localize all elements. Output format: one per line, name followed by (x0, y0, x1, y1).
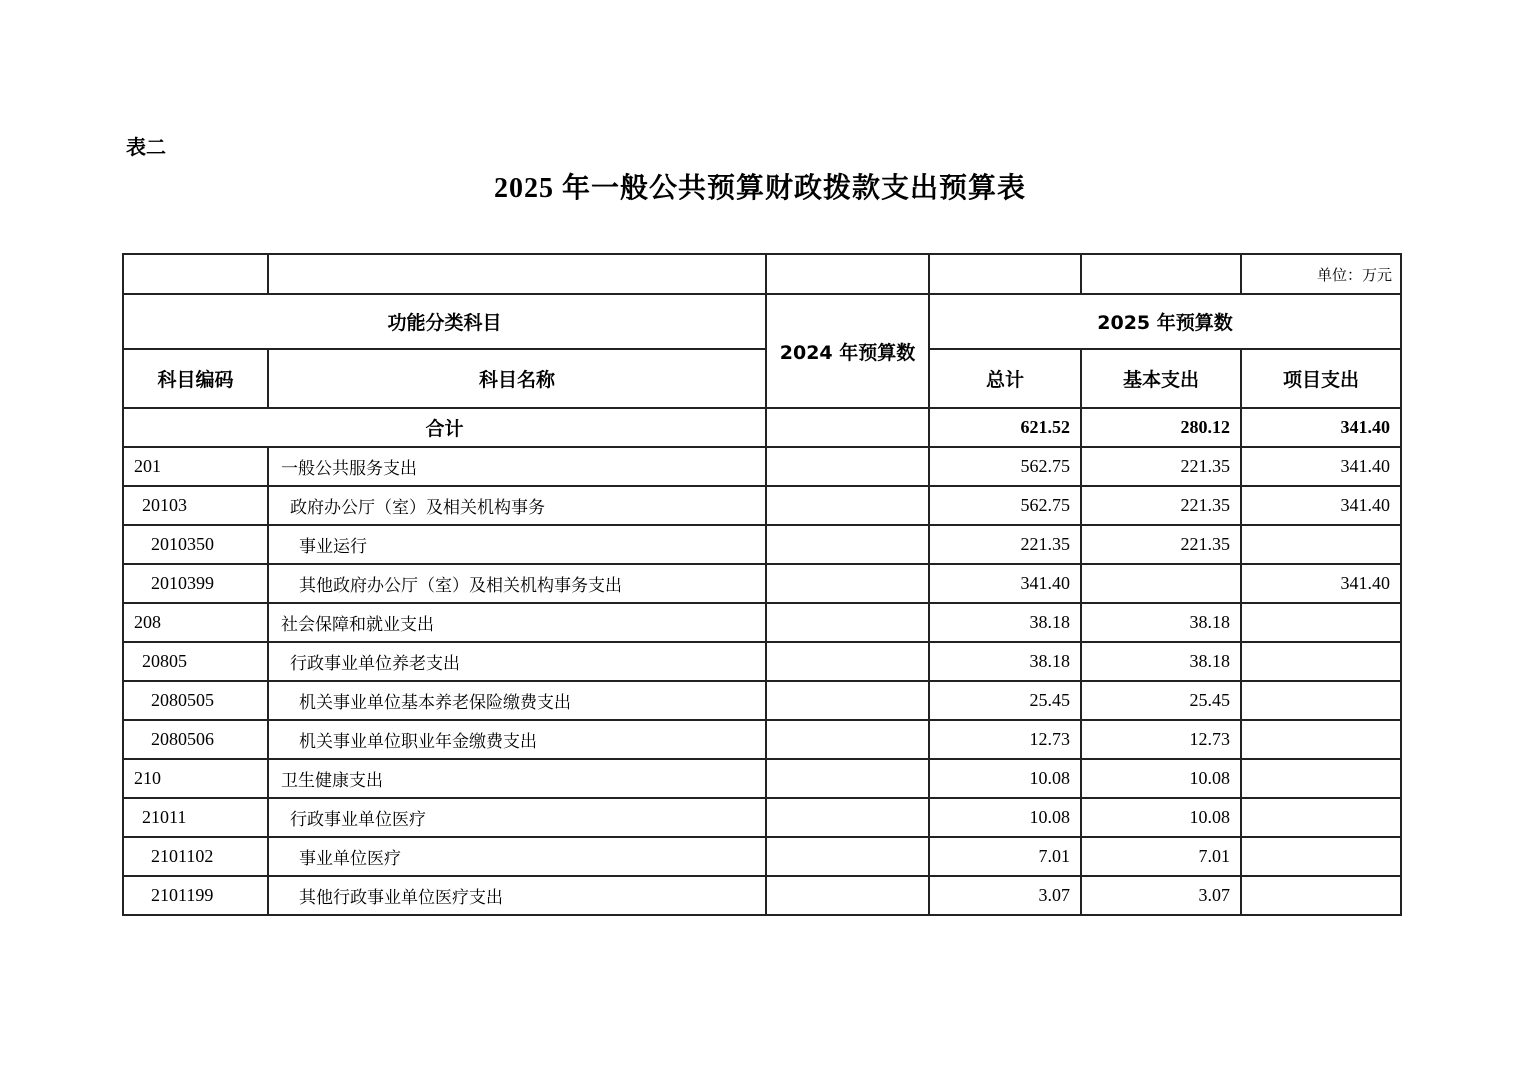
empty-cell (929, 254, 1081, 294)
table-row (123, 642, 1401, 681)
cell-subject-code: 2101102 (123, 837, 268, 876)
budget-table (122, 253, 1402, 916)
cell-budget-2024 (766, 642, 929, 681)
cell-subject-code: 2010350 (123, 525, 268, 564)
cell-budget-2024 (766, 525, 929, 564)
cell-budget-2024 (766, 876, 929, 915)
doc-label: 表二 (126, 135, 166, 159)
cell-basic-expenditure: 280.12 (1081, 408, 1241, 447)
unit-note: 单位：万元 (1241, 254, 1401, 294)
cell-subject-name: 其他行政事业单位医疗支出 (268, 876, 766, 915)
cell-subject-name: 机关事业单位基本养老保险缴费支出 (268, 681, 766, 720)
cell-subject-code: 2010399 (123, 564, 268, 603)
cell-subject-name: 一般公共服务支出 (268, 447, 766, 486)
cell-subject-name: 机关事业单位职业年金缴费支出 (268, 720, 766, 759)
empty-cell (766, 254, 929, 294)
cell-total: 621.52 (929, 408, 1081, 447)
cell-total: 7.01 (929, 837, 1081, 876)
header-basic-expenditure: 基本支出 (1081, 349, 1241, 408)
header-row-groups (123, 294, 1401, 349)
table-row (123, 447, 1401, 486)
budget-table-head (123, 254, 1401, 408)
cell-subject-code: 208 (123, 603, 268, 642)
cell-project-expenditure (1241, 642, 1401, 681)
cell-total: 3.07 (929, 876, 1081, 915)
cell-budget-2024 (766, 603, 929, 642)
cell-row-label: 合计 (123, 408, 766, 447)
header-subject-name: 科目名称 (268, 349, 766, 408)
empty-cell (123, 254, 268, 294)
table-row (123, 759, 1401, 798)
cell-budget-2024 (766, 759, 929, 798)
table-row (123, 564, 1401, 603)
cell-project-expenditure (1241, 798, 1401, 837)
cell-subject-name: 事业单位医疗 (268, 837, 766, 876)
cell-subject-name: 行政事业单位养老支出 (268, 642, 766, 681)
cell-subject-name: 政府办公厅（室）及相关机构事务 (268, 486, 766, 525)
cell-project-expenditure (1241, 525, 1401, 564)
cell-basic-expenditure: 3.07 (1081, 876, 1241, 915)
cell-basic-expenditure: 221.35 (1081, 525, 1241, 564)
cell-budget-2024 (766, 798, 929, 837)
cell-project-expenditure: 341.40 (1241, 564, 1401, 603)
cell-basic-expenditure: 25.45 (1081, 681, 1241, 720)
cell-total: 562.75 (929, 486, 1081, 525)
cell-subject-name: 社会保障和就业支出 (268, 603, 766, 642)
cell-project-expenditure (1241, 876, 1401, 915)
table-row (123, 681, 1401, 720)
cell-subject-code: 20103 (123, 486, 268, 525)
cell-basic-expenditure: 38.18 (1081, 603, 1241, 642)
cell-total: 10.08 (929, 759, 1081, 798)
table-row (123, 798, 1401, 837)
cell-project-expenditure (1241, 720, 1401, 759)
cell-total: 221.35 (929, 525, 1081, 564)
cell-basic-expenditure (1081, 564, 1241, 603)
cell-budget-2024 (766, 837, 929, 876)
header-2025-budget: 2025 年预算数 (929, 294, 1401, 349)
table-row (123, 876, 1401, 915)
cell-budget-2024 (766, 681, 929, 720)
header-project-expenditure: 项目支出 (1241, 349, 1401, 408)
cell-basic-expenditure: 221.35 (1081, 447, 1241, 486)
cell-basic-expenditure: 221.35 (1081, 486, 1241, 525)
cell-subject-name: 其他政府办公厅（室）及相关机构事务支出 (268, 564, 766, 603)
cell-project-expenditure: 341.40 (1241, 486, 1401, 525)
cell-subject-code: 201 (123, 447, 268, 486)
header-2024-budget: 2024 年预算数 (766, 294, 929, 408)
header-row-columns (123, 349, 1401, 408)
cell-total: 562.75 (929, 447, 1081, 486)
cell-project-expenditure (1241, 837, 1401, 876)
cell-subject-name: 行政事业单位医疗 (268, 798, 766, 837)
page-title: 2025 年一般公共预算财政拨款支出预算表 (493, 173, 1026, 204)
table-row (123, 408, 1401, 447)
table-row (123, 720, 1401, 759)
cell-subject-name: 卫生健康支出 (268, 759, 766, 798)
cell-total: 38.18 (929, 603, 1081, 642)
cell-total: 25.45 (929, 681, 1081, 720)
cell-subject-code: 2080506 (123, 720, 268, 759)
cell-subject-code: 210 (123, 759, 268, 798)
header-total: 总计 (929, 349, 1081, 408)
cell-project-expenditure: 341.40 (1241, 447, 1401, 486)
header-subject-code: 科目编码 (123, 349, 268, 408)
cell-total: 10.08 (929, 798, 1081, 837)
table-row (123, 837, 1401, 876)
unit-row (123, 254, 1401, 294)
budget-table-body (123, 408, 1401, 915)
cell-project-expenditure (1241, 603, 1401, 642)
cell-budget-2024 (766, 564, 929, 603)
cell-basic-expenditure: 7.01 (1081, 837, 1241, 876)
table-row (123, 525, 1401, 564)
cell-basic-expenditure: 10.08 (1081, 759, 1241, 798)
cell-total: 341.40 (929, 564, 1081, 603)
cell-basic-expenditure: 10.08 (1081, 798, 1241, 837)
empty-cell (1081, 254, 1241, 294)
cell-subject-code: 2101199 (123, 876, 268, 915)
empty-cell (268, 254, 766, 294)
cell-subject-code: 2080505 (123, 681, 268, 720)
cell-project-expenditure (1241, 681, 1401, 720)
cell-project-expenditure (1241, 759, 1401, 798)
header-functional-category: 功能分类科目 (123, 294, 766, 349)
cell-total: 38.18 (929, 642, 1081, 681)
cell-total: 12.73 (929, 720, 1081, 759)
cell-project-expenditure: 341.40 (1241, 408, 1401, 447)
table-row (123, 486, 1401, 525)
cell-basic-expenditure: 12.73 (1081, 720, 1241, 759)
cell-subject-name: 事业运行 (268, 525, 766, 564)
cell-subject-code: 21011 (123, 798, 268, 837)
cell-basic-expenditure: 38.18 (1081, 642, 1241, 681)
cell-subject-code: 20805 (123, 642, 268, 681)
table-row (123, 603, 1401, 642)
cell-budget-2024 (766, 408, 929, 447)
cell-budget-2024 (766, 486, 929, 525)
cell-budget-2024 (766, 447, 929, 486)
cell-budget-2024 (766, 720, 929, 759)
